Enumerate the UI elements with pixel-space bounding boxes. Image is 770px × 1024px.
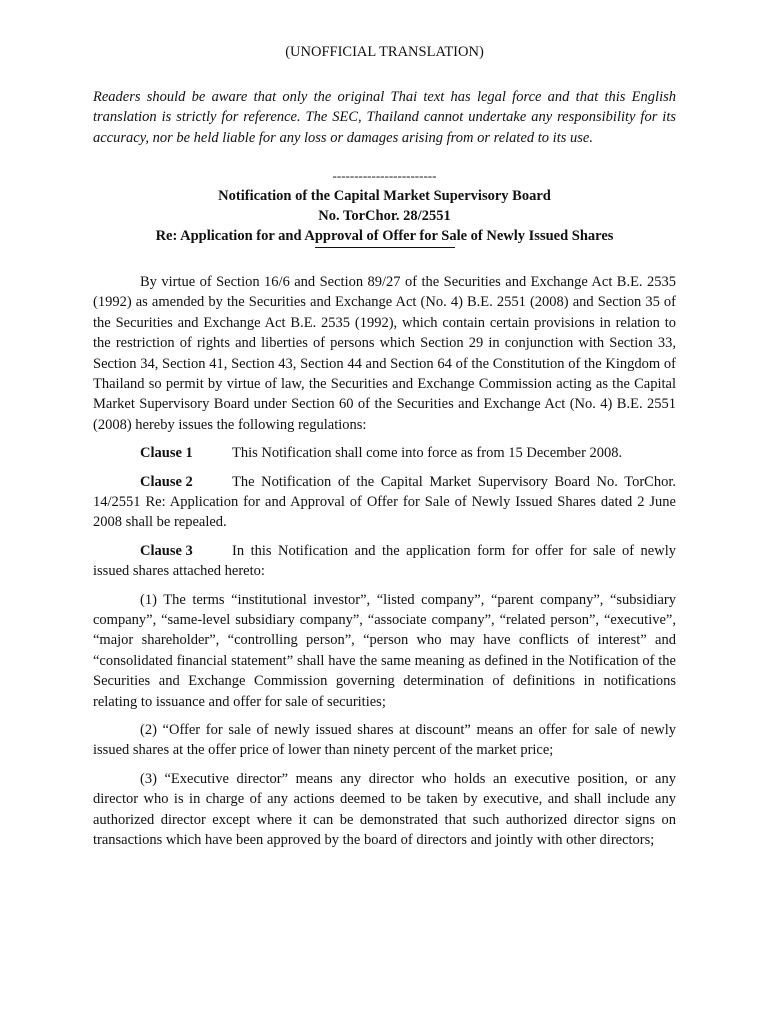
clause-3-text: In this Notification and the application form for offer for sale of newly issued shares attached hereto: — [93, 542, 676, 580]
definition-2: (2) “Offer for sale of newly issued shares at discount” means an offer for sale of newly issued shares at the offer price of lower than ninety percent of the market price; — [93, 722, 676, 759]
clause-3 — [93, 541, 676, 582]
clause-1-text: This Notification shall come into force as from 15 December 2008. — [232, 445, 623, 462]
disclaimer-paragraph: Readers should be aware that only the original Thai text has legal force and that this English translation is strictly for reference. The SEC, Thailand cannot undertake any responsibility for its accuracy, nor be held liable for any loss or damages arising from or related to its use. — [93, 89, 676, 146]
definition-3: (3) “Executive director” means any director who holds an executive position, or any director who is in charge of any actions deemed to be taken by executive, and shall include any authorized director except where it can be demonstrated that such authorized director signs on transactions which have been approved by the board of directors and jointly with other directors; — [93, 770, 676, 849]
definition-1: (1) The terms “institutional investor”, “listed company”, “parent company”, “subsidiary company”, “same-level subsidiary company”, “associate company”, “related person”, “executive”, “major shareholder”, “controlling person”, “person who may have conflicts of interest” and “consolidated financial statement” shall have the same meaning as defined in the Notification of the Securities and Exchange Commission governing determination of definitions in notifications relating to issuance and offer for sale of securities; — [93, 591, 676, 710]
clause-1 — [93, 443, 676, 463]
clause-2-label: Clause 2 — [140, 473, 193, 490]
separator-line: ------------------------ — [332, 167, 437, 183]
notification-number: No. TorChor. 28/2551 — [318, 207, 451, 224]
preamble-paragraph: By virtue of Section 16/6 and Section 89/27 of the Securities and Exchange Act B.E. 2535 (1992) as amended by the Securities and Exchange Act (No. 4) B.E. 2551 (2008) and Section 35 of the Securities and Exchange Act B.E. 2535 (1992), which contain certain provisions in relation to the restriction of rights and liberties of persons which Section 29 in conjunction with Section 33, Section 34, Section 41, Section 43, Section 44 and Section 64 of the Constitution of the Kingdom of Thailand so permit by virtue of law, the Securities and Exchange Commission acting as the Capital Market Supervisory Board under Section 60 of the Securities and Exchange Act (No. 4) B.E. 2551 (2008) hereby issues the following regulations: — [93, 273, 676, 433]
notification-heading — [93, 186, 676, 246]
translation-header: (UNOFFICIAL TRANSLATION) — [285, 44, 484, 60]
clause-2-text: The Notification of the Capital Market Supervisory Board No. TorChor. 14/2551 Re: Application for and Approval of Offer for Sale of Newly Issued Shares dated 2 June 2008 shall be repealed. — [93, 473, 676, 531]
document-body — [93, 272, 676, 851]
notification-title: Notification of the Capital Market Supervisory Board — [218, 187, 551, 204]
clause-1-label: Clause 1 — [140, 445, 193, 462]
document-page — [93, 42, 676, 858]
clause-2 — [93, 472, 676, 533]
title-underline — [315, 247, 455, 248]
notification-subject: Re: Application for and Approval of Offer for Sale of Newly Issued Shares — [155, 227, 614, 244]
clause-3-label: Clause 3 — [140, 542, 193, 559]
